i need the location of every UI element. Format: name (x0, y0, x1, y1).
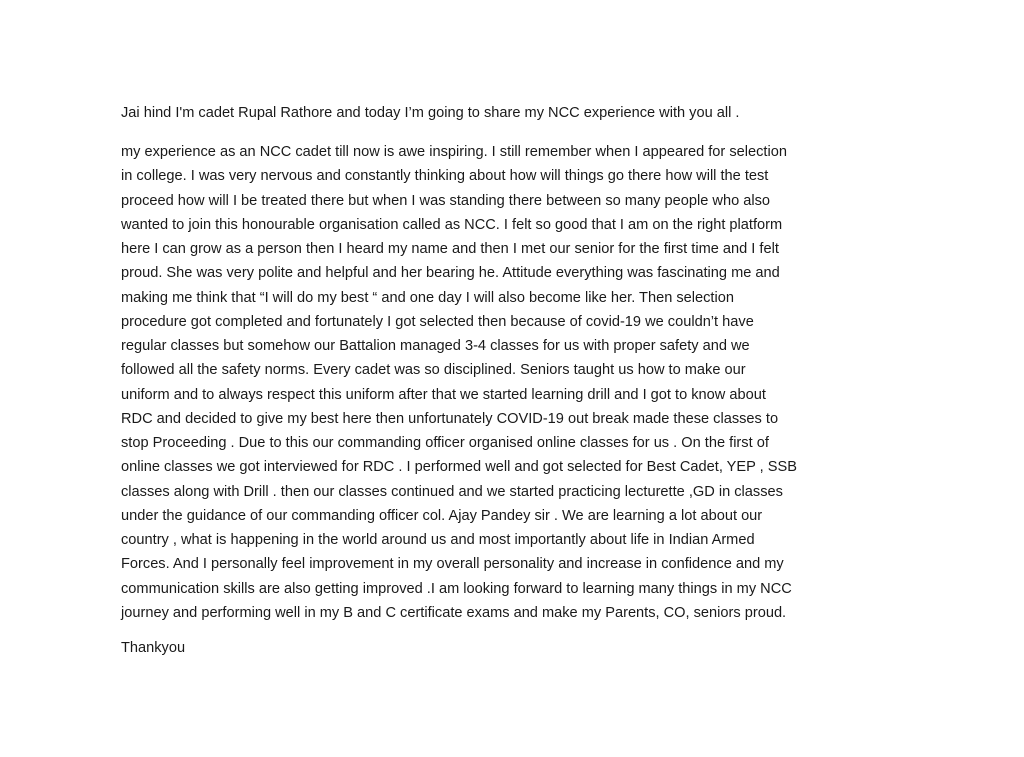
closing-line: Thankyou (121, 640, 186, 656)
paragraph-line: regular classes but somehow our Battalion managed 3-4 classes for us with proper safety and we (121, 338, 750, 354)
paragraph-line: country , what is happening in the world around us and most importantly about life in Indian Armed (121, 532, 755, 548)
paragraph-line: procedure got completed and fortunately I got selected then because of covid-19 we couldn’t have (121, 313, 754, 330)
paragraph-line: communication skills are also getting improved .I am looking forward to learning many things in my NCC (121, 580, 792, 597)
intro-line: Jai hind I'm cadet Rupal Rathore and today I’m going to share my NCC experience with you all . (121, 105, 740, 121)
paragraph-line: journey and performing well in my B and C certificate exams and make my Parents, CO, seniors proud. (121, 604, 787, 621)
paragraph-line: stop Proceeding . Due to this our commanding officer organised online classes for us . On the first of (121, 435, 769, 451)
paragraph-line: under the guidance of our commanding officer col. Ajay Pandey sir . We are learning a lot about our (121, 507, 763, 524)
paragraph-line: followed all the safety norms. Every cadet was so disciplined. Seniors taught us how to make our (121, 362, 746, 379)
paragraph-line: proceed how will I be treated there but when I was standing there between so many people who also (121, 192, 771, 209)
paragraph-line: online classes we got interviewed for RDC . I performed well and got selected for Best Cadet, YEP , SSB (121, 459, 797, 476)
paragraph-line: Forces. And I personally feel improvement in my overall personality and increase in confidence and my (121, 556, 784, 573)
body-paragraph (121, 140, 911, 625)
paragraph-line: in college. I was very nervous and constantly thinking about how will things go there how will the test (121, 168, 769, 185)
paragraph-line: classes along with Drill . then our classes continued and we started practicing lecturette ,GD in classes (121, 483, 783, 500)
paragraph-line: proud. She was very polite and helpful and her bearing he. Attitude everything was fascinating me and (121, 265, 780, 282)
paragraph-line: RDC and decided to give my best here then unfortunately COVID-19 out break made these classes to (121, 410, 779, 427)
paragraph-line: wanted to join this honourable organisation called as NCC. I felt so good that I am on the right platform (121, 216, 783, 233)
paragraph-line: making me think that “I will do my best “ and one day I will also become like her. Then selection (121, 289, 734, 306)
paragraph-line: my experience as an NCC cadet till now is awe inspiring. I still remember when I appeared for selection (121, 144, 787, 160)
paragraph-line: uniform and to always respect this uniform after that we started learning drill and I got to know about (121, 386, 766, 403)
paragraph-line: here I can grow as a person then I heard my name and then I met our senior for the first time and I felt (121, 241, 779, 257)
